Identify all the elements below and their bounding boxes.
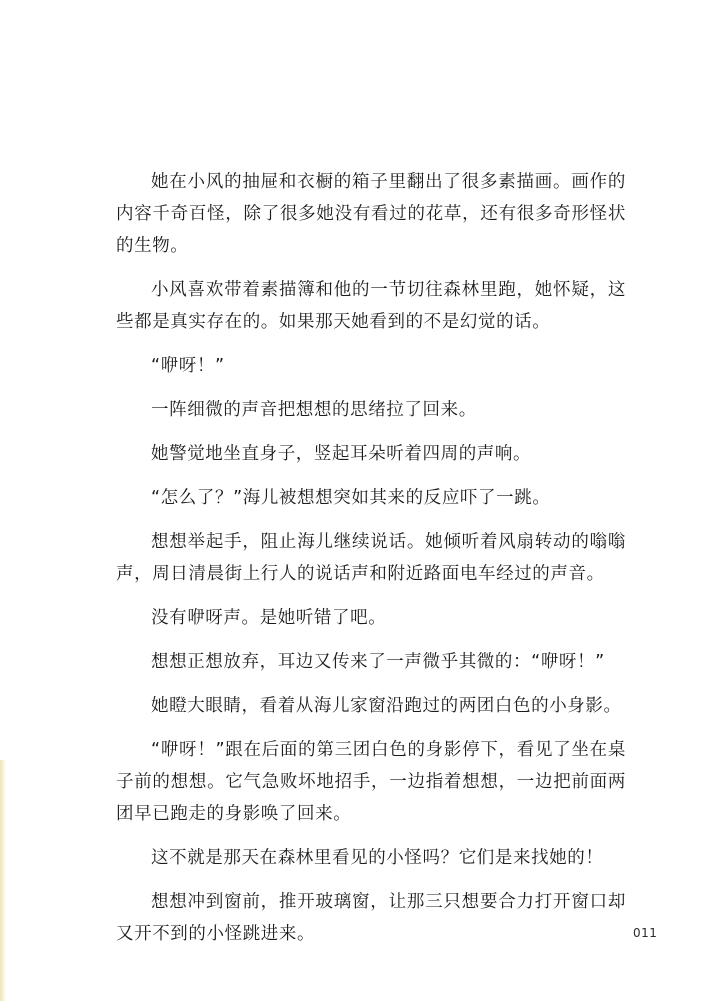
paragraph: 想想冲到窗前，推开玻璃窗，让那三只想要合力打开窗口却又开不到的小怪跳进来。 <box>116 892 626 944</box>
page-number: 011 <box>633 926 658 940</box>
paragraph: 这不就是那天在森林里看见的小怪吗？它们是来找她的！ <box>151 848 604 868</box>
paragraph: “怎么了？”海儿被想想突如其来的反应吓了一跳。 <box>151 488 551 508</box>
body-text <box>116 166 626 962</box>
paragraph: “咿呀！” <box>151 356 225 376</box>
paragraph: 她警觉地坐直身子，竖起耳朵听着四周的声响。 <box>151 444 532 464</box>
paragraph: “咿呀！”跟在后面的第三团白色的身影停下，看见了坐在桌子前的想想。它气急败坏地招手，一边指着想想，一边把前面两团早已跑走的身影唤了回来。 <box>116 740 626 824</box>
paragraph: 小风喜欢带着素描簿和他的一节切往森林里跑，她怀疑，这些都是真实存在的。如果那天她看到的不是幻觉的话。 <box>116 280 626 332</box>
paragraph: 没有咿呀声。是她听错了吧。 <box>151 608 387 628</box>
paragraph: 一阵细微的声音把想想的思绪拉了回来。 <box>151 400 477 420</box>
paragraph: 她在小风的抽屉和衣橱的箱子里翻出了很多素描画。画作的内容千奇百怪，除了很多她没有看过的花草，还有很多奇形怪状的生物。 <box>116 172 626 256</box>
page-edge-tint <box>0 760 6 1001</box>
paragraph: 想想举起手，阻止海儿继续说话。她倾听着风扇转动的嗡嗡声，周日清晨街上行人的说话声和附近路面电车经过的声音。 <box>116 532 626 584</box>
paragraph: 她瞪大眼睛，看着从海儿家窗沿跑过的两团白色的小身影。 <box>151 696 622 716</box>
paragraph: 想想正想放弃，耳边又传来了一声微乎其微的：“咿呀！” <box>151 652 605 672</box>
